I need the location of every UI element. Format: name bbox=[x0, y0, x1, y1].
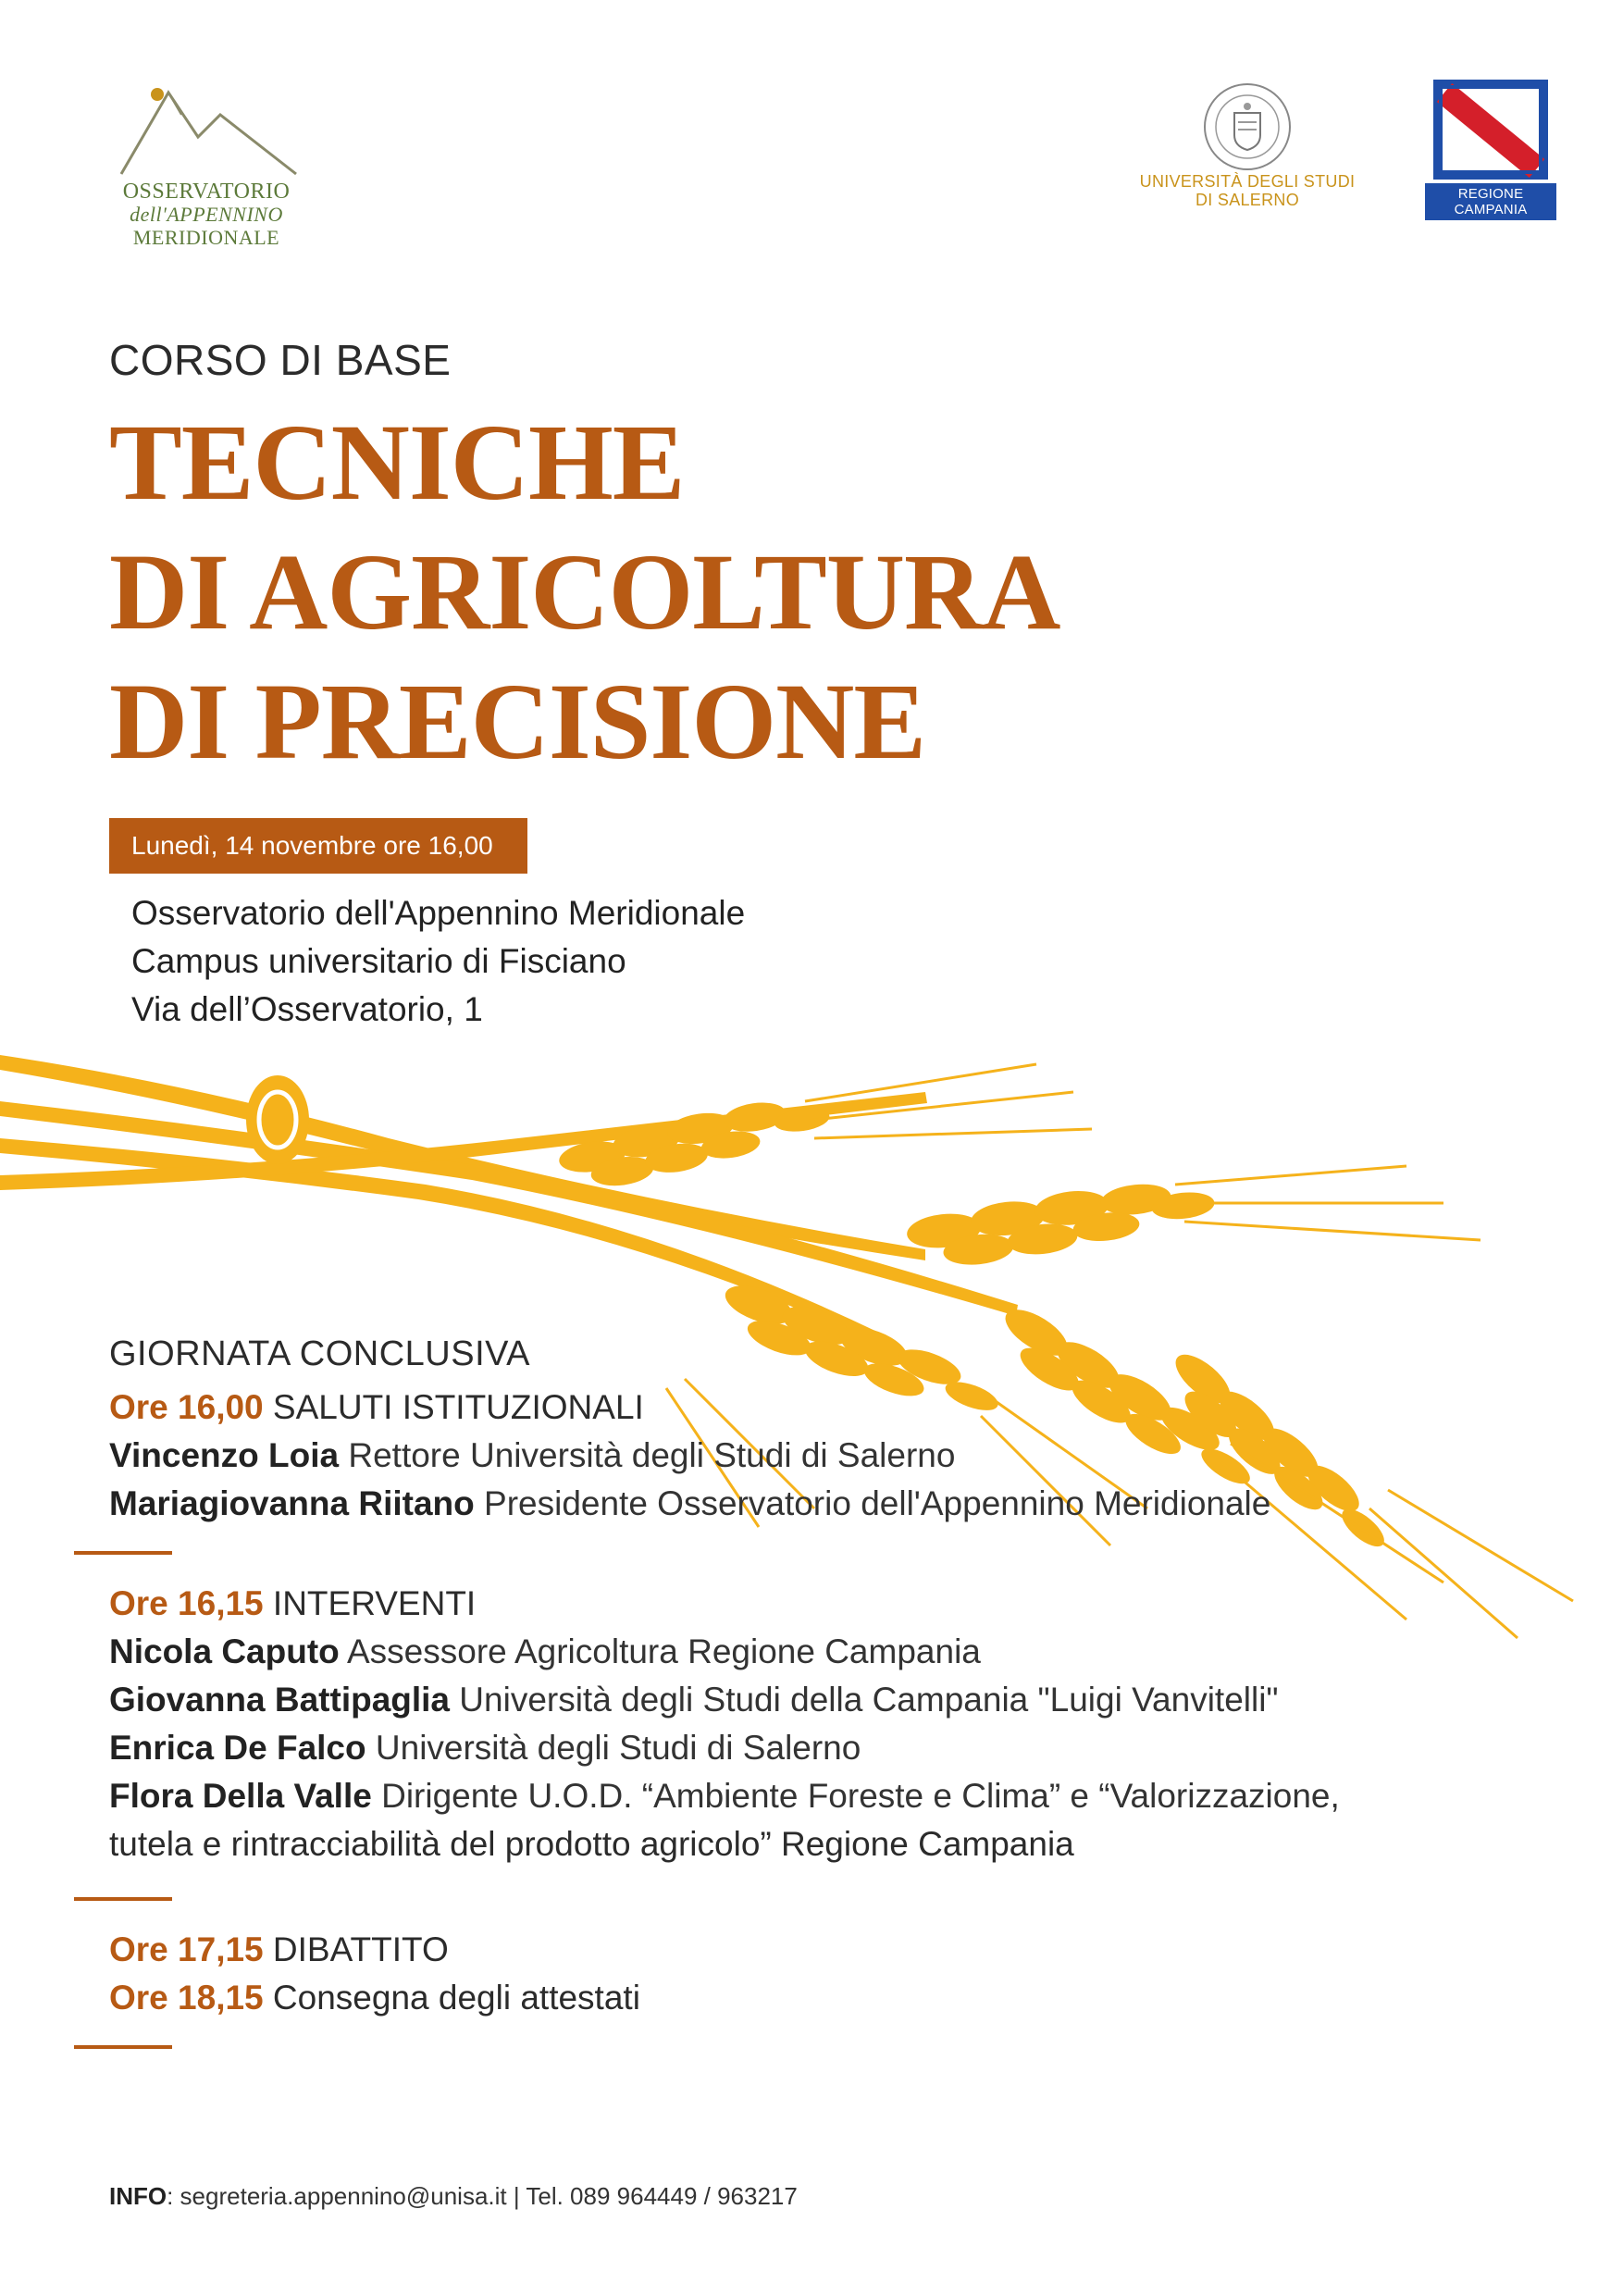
speaker-role: Assessore Agricoltura Regione Campania bbox=[347, 1632, 981, 1670]
contact-info bbox=[109, 2182, 798, 2211]
venue-line: Campus universitario di Fisciano bbox=[131, 942, 626, 980]
speaker-line bbox=[109, 1681, 1279, 1719]
session-header bbox=[109, 1979, 640, 2017]
course-title-line: TECNICHE bbox=[109, 402, 685, 523]
speaker-role-continued: tutela e rintracciabilità del prodotto agricolo” Regione Campania bbox=[109, 1825, 1074, 1863]
speaker-line bbox=[109, 1729, 861, 1768]
session-title: DIBATTITO bbox=[272, 1930, 449, 1968]
speaker-role: Rettore Università degli Studi di Salerno bbox=[348, 1436, 956, 1474]
session-header bbox=[109, 1930, 449, 1969]
info-label: INFO bbox=[109, 2182, 167, 2210]
speaker-role: Dirigente U.O.D. “Ambiente Foreste e Clima” e “Valorizzazione, bbox=[381, 1777, 1340, 1815]
session-time: Ore 16,15 bbox=[109, 1584, 264, 1622]
section-divider bbox=[74, 2045, 172, 2049]
session-time: Ore 18,15 bbox=[109, 1979, 264, 2017]
speaker-role: Università degli Studi di Salerno bbox=[375, 1729, 861, 1767]
university-name-line: UNIVERSITÀ DEGLI STUDI bbox=[1139, 172, 1356, 191]
speaker-role: Università degli Studi della Campania "Luigi Vanvitelli" bbox=[459, 1681, 1279, 1719]
session-time: Ore 16,00 bbox=[109, 1388, 264, 1426]
speaker-name: Mariagiovanna Riitano bbox=[109, 1484, 475, 1522]
university-name-line: DI SALERNO bbox=[1195, 191, 1300, 209]
regione-shield-icon bbox=[1433, 80, 1548, 180]
speaker-name: Nicola Caputo bbox=[109, 1632, 340, 1670]
speaker-line bbox=[109, 1777, 1340, 1816]
university-seal-icon bbox=[1202, 81, 1293, 172]
date-badge: Lunedì, 14 novembre ore 16,00 bbox=[109, 818, 527, 874]
university-logo bbox=[1136, 81, 1358, 220]
session-time: Ore 17,15 bbox=[109, 1930, 264, 1968]
section-divider bbox=[74, 1551, 172, 1555]
osservatorio-logo-line: OSSERVATORIO bbox=[122, 180, 291, 204]
session-header bbox=[109, 1584, 476, 1623]
venue-line: Via dell’Osservatorio, 1 bbox=[131, 990, 483, 1028]
speaker-name: Flora Della Valle bbox=[109, 1777, 372, 1815]
speaker-name: Enrica De Falco bbox=[109, 1729, 366, 1767]
info-text: : segreteria.appennino@unisa.it | Tel. 089 964449 / 963217 bbox=[167, 2182, 798, 2210]
session-title: SALUTI ISTITUZIONALI bbox=[272, 1388, 644, 1426]
course-kicker: CORSO DI BASE bbox=[109, 336, 452, 384]
osservatorio-logo bbox=[109, 81, 304, 248]
program-heading: GIORNATA CONCLUSIVA bbox=[109, 1334, 531, 1373]
regione-campania-logo bbox=[1425, 80, 1556, 220]
osservatorio-logo-line: dell'APPENNINO bbox=[130, 203, 283, 226]
osservatorio-logo-line: MERIDIONALE bbox=[132, 226, 280, 249]
section-divider bbox=[74, 1897, 172, 1901]
session-header bbox=[109, 1388, 644, 1427]
speaker-role: Presidente Osservatorio dell'Appennino Meridionale bbox=[484, 1484, 1271, 1522]
speaker-line bbox=[109, 1484, 1270, 1523]
course-title-line: DI AGRICOLTURA bbox=[109, 531, 1060, 652]
speaker-line bbox=[109, 1436, 955, 1475]
course-title-line: DI PRECISIONE bbox=[109, 661, 926, 782]
speaker-line bbox=[109, 1632, 981, 1671]
mountain-logo-icon bbox=[117, 81, 302, 178]
session-title: Consegna degli attestati bbox=[272, 1979, 640, 2017]
regione-label: REGIONE CAMPANIA bbox=[1425, 183, 1556, 220]
venue-line: Osservatorio dell'Appennino Meridionale bbox=[131, 894, 746, 932]
speaker-name: Giovanna Battipaglia bbox=[109, 1681, 451, 1719]
session-title: INTERVENTI bbox=[272, 1584, 477, 1622]
speaker-name: Vincenzo Loia bbox=[109, 1436, 340, 1474]
